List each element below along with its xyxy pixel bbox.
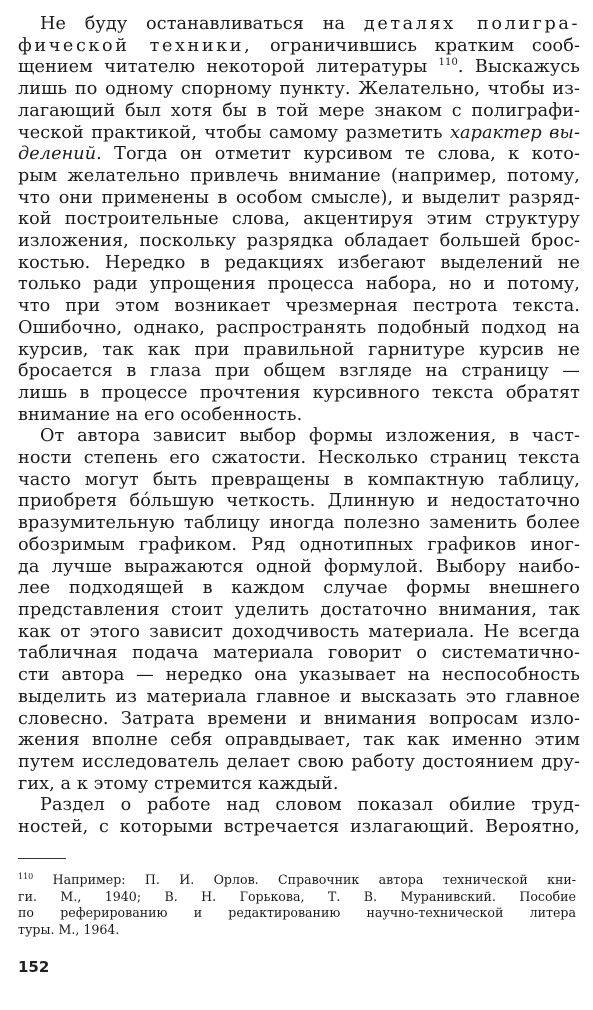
line-text: словесно. Затрата времени и внимания вопросам изло-: [18, 708, 580, 729]
footnote-line: [18, 905, 576, 922]
text-line: [18, 600, 580, 622]
text-line: [18, 491, 580, 513]
text-line: [18, 101, 580, 123]
text-line: [18, 730, 580, 752]
line-text: сти автора — нередко она указывает на неспособность: [18, 665, 580, 686]
text-line: [18, 231, 580, 253]
line-text: ограничившись кратким сооб-: [252, 35, 580, 56]
footnote-text: Например: П. И. Орлов. Справочник автора технической кни-: [52, 872, 576, 887]
footnote-mark: 110: [18, 871, 34, 881]
line-text: лишь в процессе прочтения курсивного текста обратят: [18, 382, 580, 403]
footnote-text: туры. М., 1964.: [18, 921, 120, 937]
text-line: [18, 426, 580, 448]
text-line: [18, 557, 580, 579]
text-line: [18, 188, 580, 210]
line-text: щением читателю некоторой литературы: [18, 57, 439, 78]
line-text: курсив, так как при правильной гарнитуре курсив не: [18, 339, 580, 360]
line-text: бросается в глаза при общем взгляде на страницу —: [18, 361, 580, 382]
text-line: [18, 79, 580, 101]
line-text: Не буду останавливаться на: [40, 14, 364, 34]
line-text: да лучше выражаются одной формулой. Выбору наибо-: [18, 556, 580, 577]
text-line: [18, 296, 580, 318]
page-number: 152: [18, 958, 50, 976]
text-line: [18, 513, 580, 535]
line-text: выделить из материала главное и высказать это главное: [18, 686, 580, 707]
line-text: представления стоит уделить достаточно внимания, так: [18, 599, 580, 620]
text-line: [18, 57, 580, 79]
line-text: жения вполне себя оправдывает, так как именно этим: [18, 730, 580, 751]
line-text: как от этого зависит доходчивость материала. Не всегда: [18, 621, 580, 642]
text-line: [18, 470, 580, 492]
text-line: [18, 14, 580, 36]
line-text: внимание на его особенность.: [18, 404, 303, 425]
text-line: [18, 166, 580, 188]
footnote-text: ги. М., 1940; В. Н. Горькова, Т. В. Муранивский. Пособие: [18, 888, 576, 904]
line-text: что при этом возникает чрезмерная пестрота текста.: [18, 296, 580, 317]
text-line: [18, 274, 580, 296]
footnote-line: [18, 872, 576, 889]
line-text: гих, а к этому стремится каждый.: [18, 773, 339, 794]
text-line: [18, 448, 580, 470]
text-line: [18, 253, 580, 275]
line-text: только ради упрощения процесса набора, но и потому,: [18, 274, 580, 295]
line-text: ностей, с которыми встречается излагающий. Вероятно,: [18, 817, 580, 838]
footnote-divider: [18, 858, 66, 859]
line-text: рым желательно привлечь внимание (например, потому,: [18, 165, 580, 186]
text-line: [18, 622, 580, 644]
line-text: табличная подача материала говорит о систематично-: [18, 643, 580, 664]
line-text: Раздел о работе над словом показал обилие труд-: [40, 795, 580, 816]
text-line: [18, 817, 580, 839]
line-text: путем исследователь делает свою работу достоянием дру-: [18, 751, 580, 772]
line-text: костью. Нередко в редакциях избегают выделений не: [18, 252, 580, 273]
line-text: лишь по одному спорному пункту. Желательно, чтобы из-: [18, 79, 580, 100]
text-line: [18, 774, 580, 796]
line-text: лее подходящей в каждом случае формы внешнего: [18, 578, 580, 599]
text-line: [18, 383, 580, 405]
line-text: что они применены в особом смысле), и выделит разряд-: [18, 187, 580, 208]
text-line: [18, 687, 580, 709]
text-line: [18, 36, 580, 58]
italic-emphasis: характер вы-: [449, 122, 580, 143]
text-line: [18, 318, 580, 340]
line-text: обозримым графиком. Ряд однотипных графиков иног-: [18, 534, 580, 555]
line-text: кой построительные слова, акцентируя этим структуру: [18, 209, 580, 230]
text-line: [18, 144, 580, 166]
line-text: лагающий был хотя бы в той мере знаком с полиграфи-: [18, 100, 580, 121]
italic-emphasis: делений.: [18, 144, 102, 165]
text-line: [18, 709, 580, 731]
line-text: Ошибочно, однако, распространять подобный подход на: [18, 317, 580, 338]
line-text: изложения, поскольку разрядка обладает большей брос-: [18, 231, 580, 252]
spaced-emphasis: деталях полигра-: [363, 14, 580, 34]
text-line: [18, 643, 580, 665]
text-line: [18, 665, 580, 687]
footnote-text: по реферированию и редактированию научно-технической литера: [18, 905, 576, 920]
line-text: Тогда он отметит курсивом те слова, к кото-: [101, 144, 580, 165]
text-line: [18, 578, 580, 600]
text-line: [18, 405, 580, 427]
text-line: [18, 340, 580, 362]
text-line: [18, 795, 580, 817]
footnote-line: [18, 922, 576, 939]
footnote-line: [18, 889, 576, 906]
text-line: [18, 209, 580, 231]
footnote: [18, 872, 576, 938]
line-text: приобретя бо́льшую четкость. Длинную и недостаточно: [18, 491, 580, 512]
body-text: [18, 14, 580, 839]
text-line: [18, 361, 580, 383]
spaced-emphasis: фической техники,: [18, 35, 253, 56]
footnote-reference: 110: [438, 57, 458, 69]
line-text: ческой практикой, чтобы самому разметить: [18, 122, 450, 143]
text-line: [18, 123, 580, 145]
text-line: [18, 752, 580, 774]
text-line: [18, 535, 580, 557]
line-text: . Выскажусь: [457, 57, 580, 78]
line-text: часто могут быть превращены в компактную таблицу,: [18, 469, 580, 490]
line-text: ности степень его сжатости. Несколько страниц текста: [18, 448, 580, 469]
line-text: вразумительную таблицу иногда полезно заменить более: [18, 513, 580, 534]
line-text: От автора зависит выбор формы изложения, в част-: [40, 426, 580, 447]
